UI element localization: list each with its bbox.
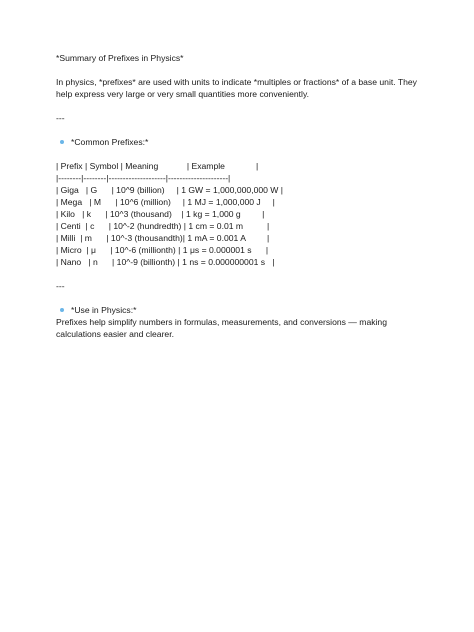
use-in-physics-heading: *Use in Physics:* xyxy=(71,305,137,315)
bullet-dot-icon xyxy=(60,140,64,144)
table-line: |--------|--------|--------------------|---------------------| xyxy=(56,173,231,183)
separator-2: --- xyxy=(56,281,65,291)
intro-paragraph: In physics, *prefixes* are used with units to indicate *multiples or fractions* of a base unit. They help express very large or very small quantities more conveniently. xyxy=(56,77,417,99)
prefix-table xyxy=(56,160,428,268)
common-prefixes-heading: *Common Prefixes:* xyxy=(71,137,149,147)
document-content xyxy=(56,52,428,340)
separator-1: --- xyxy=(56,113,65,123)
table-line: | Micro | μ | 10^-6 (millionth) | 1 μs = 0.000001 s | xyxy=(56,245,269,255)
table-line: | Kilo | k | 10^3 (thousand) | 1 kg = 1,000 g | xyxy=(56,209,265,219)
use-in-physics-body: Prefixes help simplify numbers in formulas, measurements, and conversions — making calculations easier and clearer. xyxy=(56,317,387,339)
table-line: | Mega | M | 10^6 (million) | 1 MJ = 1,000,000 J | xyxy=(56,197,275,207)
table-line: | Centi | c | 10^-2 (hundredth) | 1 cm = 0.01 m | xyxy=(56,221,270,231)
table-line: | Nano | n | 10^-9 (billionth) | 1 ns = 0.000000001 s | xyxy=(56,257,275,267)
use-in-physics-bullet xyxy=(60,304,428,316)
table-line: | Prefix | Symbol | Meaning | Example | xyxy=(56,161,259,171)
table-line: | Giga | G | 10^9 (billion) | 1 GW = 1,000,000,000 W | xyxy=(56,185,284,195)
table-line: | Milli | m | 10^-3 (thousandth)| 1 mA = 0.001 A | xyxy=(56,233,270,243)
document-title: *Summary of Prefixes in Physics* xyxy=(56,53,184,63)
bullet-dot-icon xyxy=(60,308,64,312)
common-prefixes-bullet xyxy=(60,136,428,148)
